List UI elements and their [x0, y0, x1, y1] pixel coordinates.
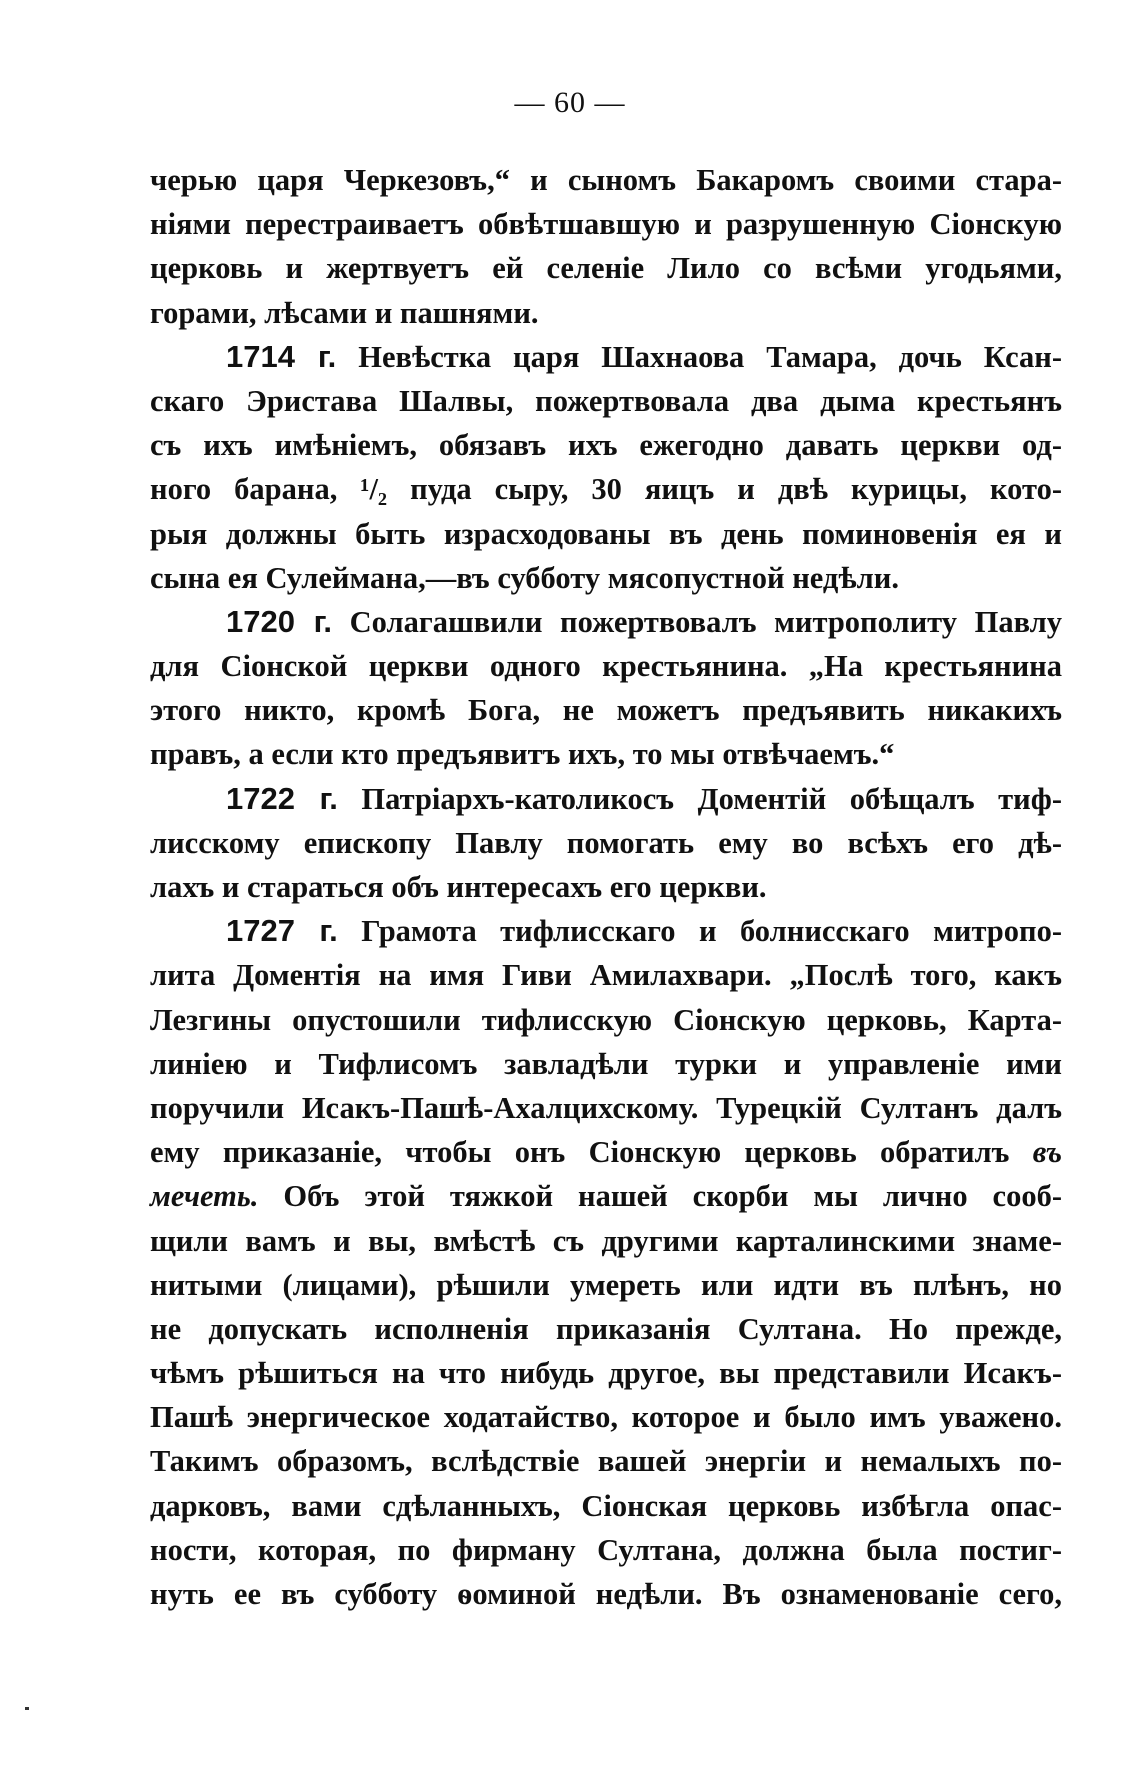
text-line: ніями перестраиваетъ обвѣтшавшую и разрушенную Сіонскую: [150, 207, 1062, 242]
italic-word: въ: [1032, 1135, 1063, 1170]
text-line: ного барана, ¹/₂ пуда сыру, 30 яицъ и двѣ курицы, кото-: [150, 472, 1062, 507]
text-line: лисскому епископу Павлу помогать ему во всѣхъ его дѣ-: [150, 825, 1062, 860]
text-line: церковь и жертвуетъ ей селеніе Лило со всѣми угодьями,: [150, 251, 1062, 286]
text-line: не допускать исполненія приказанія Султана. Но прежде,: [150, 1311, 1062, 1346]
text-line: чѣмъ рѣшиться на что нибудь другое, вы представили Исакъ-: [150, 1356, 1062, 1391]
scan-speck: [25, 1707, 29, 1710]
text-line: щили вамъ и вы, вмѣстѣ съ другими карталинскими знаме-: [150, 1223, 1062, 1258]
entry-1720-first-line: 1720 г. Солагашвили пожертвовалъ митрополиту Павлу: [226, 603, 1063, 639]
text-line: Пашѣ энергическое ходатайство, которое и было имъ уважено.: [150, 1400, 1062, 1435]
text-line: скаго Эристава Шалвы, пожертвовала два дыма крестьянъ: [150, 383, 1062, 418]
year-label: 1720 г.: [226, 603, 332, 639]
text-line: этого никто, кромѣ Бога, не можетъ предъявить никакихъ: [150, 693, 1062, 728]
text-line: горами, лѣсами и пашнями.: [150, 295, 539, 330]
text-line: для Сіонской церкви одного крестьянина. „На крестьянина: [150, 649, 1062, 684]
text-line: поручили Исакъ-Пашѣ-Ахалцихскому. Турецкій Султанъ далъ: [150, 1090, 1062, 1125]
entry-1714-first-line: 1714 г. Невѣстка царя Шахнаова Тамара, дочь Ксан-: [226, 338, 1062, 374]
text-line: сына ея Сулеймана,—въ субботу мясопустной недѣли.: [150, 560, 899, 595]
text-line: съ ихъ имѣніемъ, обязавъ ихъ ежегодно давать церкви од-: [150, 428, 1062, 463]
text-line: ему приказаніе, чтобы онъ Сіонскую церковь обратилъ въ: [150, 1135, 1063, 1170]
year-label: 1727 г.: [226, 913, 338, 949]
text-line: черью царя Черкезовъ,“ и сыномъ Бакаромъ своими стара-: [150, 163, 1062, 197]
year-label: 1722 г.: [226, 780, 338, 816]
body-text: [150, 158, 1062, 1616]
entry-1727-first-line: 1727 г. Грамота тифлисскаго и болнисскаго митропо-: [226, 913, 1062, 949]
text-line: лахъ и стараться объ интересахъ его церкви.: [150, 870, 767, 904]
text-line: лита Доментія на имя Гиви Амилахвари. „Послѣ того, какъ: [150, 958, 1062, 993]
page-number: — 60 —: [514, 86, 626, 119]
text-line: Лезгины опустошили тифлисскую Сіонскую церковь, Карта-: [150, 1002, 1062, 1037]
text-line: рыя должны быть израсходованы въ день поминовенія ея и: [150, 516, 1062, 551]
text-line: линіею и Тифлисомъ завладѣли турки и управленіе ими: [150, 1046, 1062, 1081]
text-line: ности, которая, по фирману Султана, должна была постиг-: [150, 1532, 1062, 1567]
entry-1722-first-line: 1722 г. Патріархъ-католикосъ Доментій обѣщалъ тиф-: [226, 780, 1062, 816]
text-line: мечеть. Объ этой тяжкой нашей скорби мы лично сооб-: [150, 1179, 1062, 1214]
text-line: дарковъ, вами сдѣланныхъ, Сіонская церковь избѣгла опас-: [150, 1488, 1062, 1523]
text-line: нитыми (лицами), рѣшили умереть или идти въ плѣнъ, но: [150, 1267, 1062, 1302]
text-line: правъ, а если кто предъявитъ ихъ, то мы отвѣчаемъ.“: [150, 737, 895, 772]
text-line: Такимъ образомъ, вслѣдствіе вашей энергіи и немалыхъ по-: [150, 1444, 1062, 1479]
year-label: 1714 г.: [226, 338, 337, 374]
text-line: нуть ее въ субботу ѳоминой недѣли. Въ ознаменованіе сего,: [150, 1577, 1062, 1611]
italic-word: мечеть.: [150, 1179, 259, 1214]
